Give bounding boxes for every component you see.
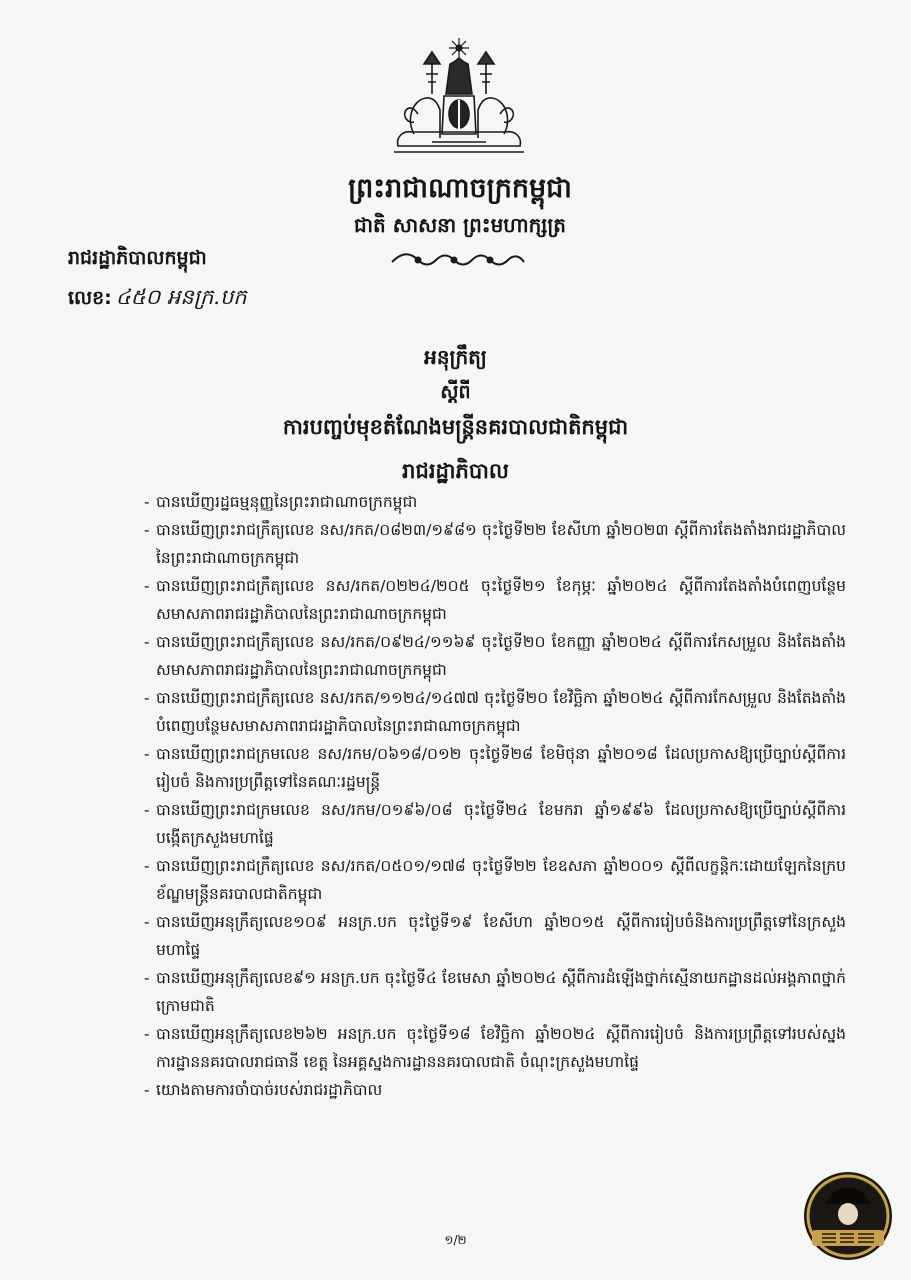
preamble-clause: [144, 852, 846, 908]
clause-text: បានឃើញព្រះរាជក្រឹត្យលេខ នស/រកត/១១២៤/១៤៧៧ ចុះថ្ងៃទី២០ ខែវិច្ឆិកា ឆ្នាំ២០២៤ ស្តីពីការកែសម្រួល និងតែងតាំងបំពេញបន្ថែមសមាសភាពរាជរដ្ឋាភិបាលនៃព្រះរាជាណាចក្រកម្ពុជា: [156, 689, 846, 735]
clause-text: បានឃើញរដ្ឋធម្មនុញ្ញនៃព្រះរាជាណាចក្រកម្ពុជា: [156, 493, 418, 511]
clause-text: បានឃើញព្រះរាជក្រមលេខ នស/រកម/០១៩៦/០៨ ចុះថ្ងៃទី២៤ ខែមករា ឆ្នាំ១៩៩៦ ដែលប្រកាសឱ្យប្រើច្បាប់ស្តីពីការបង្កើតក្រសួងមហាផ្ទៃ: [156, 801, 846, 847]
clause-text: បានឃើញព្រះរាជក្រឹត្យលេខ នស/រកត/០៨២៣/១៩៨១ ចុះថ្ងៃទី២២ ខែសីហា ឆ្នាំ២០២៣ ស្តីពីការតែងតាំងរាជរដ្ឋាភិបាលនៃព្រះរាជាណាចក្រកម្ពុជា: [156, 521, 846, 567]
preamble-clause: [144, 684, 846, 740]
preamble-clause: [144, 572, 846, 628]
clause-dash: -: [144, 1081, 150, 1099]
clause-dash: -: [144, 521, 150, 539]
preamble-clause: [144, 740, 846, 796]
preamble-clause: [144, 516, 846, 572]
clause-dash: -: [144, 857, 150, 875]
watermark-seal-logo: [802, 1170, 894, 1262]
preamble-clause: [144, 796, 846, 852]
preamble-clause: [144, 1020, 846, 1076]
royal-coat-of-arms-emblem: [384, 34, 534, 162]
decree-number: [68, 284, 247, 315]
preamble-clause: [144, 964, 846, 1020]
clause-dash: -: [144, 689, 150, 707]
clause-text: បានឃើញអនុក្រឹត្យលេខ១០៩ អនក្រ.បក ចុះថ្ងៃទី១៩ ខែសីហា ឆ្នាំ២០១៥ ស្តីពីការរៀបចំនិងការប្រព្រឹត្តទៅនៃក្រសួងមហាផ្ទៃ: [156, 913, 846, 959]
clause-dash: -: [144, 633, 150, 651]
clause-dash: -: [144, 801, 150, 819]
preamble-clause: [144, 908, 846, 964]
about-heading: ស្តីពី: [440, 381, 471, 403]
clause-text: បានឃើញព្រះរាជក្រមលេខ នស/រកម/០៦១៨/០១២ ចុះថ្ងៃទី២៨ ខែមិថុនា ឆ្នាំ២០១៨ ដែលប្រកាសឱ្យប្រើច្បាប់ស្តីពីការរៀបចំ និងការប្រព្រឹត្តទៅនៃគណៈរដ្ឋមន្ត្រី: [156, 745, 846, 791]
decree-subject-heading: ការបញ្ចប់មុខតំណែងមន្ត្រីនគរបាលជាតិកម្ពុជា: [282, 415, 629, 439]
clause-text: បានឃើញព្រះរាជក្រឹត្យលេខ នស/រកត/០៥០១/១៧៨ ចុះថ្ងៃទី២២ ខែឧសភា ឆ្នាំ២០០១ ស្តីពីលក្ខន្តិកៈដោយឡែកនៃក្របខ័ណ្ឌមន្ត្រីនគរបាលជាតិកម្ពុជា: [156, 857, 846, 903]
decree-number-label: លេខ:: [68, 287, 112, 309]
clause-dash: -: [144, 969, 150, 987]
clause-text: បានឃើញអនុក្រឹត្យលេខ៩១ អនក្រ.បក ចុះថ្ងៃទី៤ ខែមេសា ឆ្នាំ២០២៤ ស្តីពីការដំឡើងថ្នាក់ស្មើនាយកដ្ឋានដល់អង្គភាពថ្នាក់ក្រោមជាតិ: [156, 969, 846, 1015]
decorative-ornament-icon: [388, 248, 528, 272]
preamble-clause-list: [144, 488, 846, 1104]
clause-text: បានឃើញព្រះរាជក្រឹត្យលេខ នស/រកត/០២២៤/២០៥ ចុះថ្ងៃទី២១ ខែកុម្ភៈ ឆ្នាំ២០២៤ ស្តីពីការតែងតាំងបំពេញបន្ថែមសមាសភាពរាជរដ្ឋាភិបាលនៃព្រះរាជាណាចក្រកម្ពុជា: [156, 577, 846, 623]
preamble-clause: [144, 1076, 846, 1104]
preamble-clause: [144, 488, 846, 516]
clause-text: បានឃើញព្រះរាជក្រឹត្យលេខ នស/រកត/០៩២៤/១១៦៩ ចុះថ្ងៃទី២០ ខែកញ្ញា ឆ្នាំ២០២៤ ស្តីពីការកែសម្រួល និងតែងតាំងសមាសភាពរាជរដ្ឋាភិបាលនៃព្រះរាជាណាចក្រកម្ពុជា: [156, 633, 846, 679]
clause-text: យោងតាមការចាំបាច់របស់រាជរដ្ឋាភិបាល: [156, 1081, 383, 1099]
clause-dash: -: [144, 745, 150, 763]
issuing-government: រាជរដ្ឋាភិបាលកម្ពុជា: [68, 247, 207, 269]
document-type-heading: អនុក្រឹត្យ: [424, 345, 487, 369]
clause-dash: -: [144, 577, 150, 595]
national-motto: ជាតិ សាសនា ព្រះមហាក្សត្រ: [354, 213, 566, 237]
kingdom-name: ព្រះរាជាណាចក្រកម្ពុជា: [348, 173, 572, 204]
preamble-clause: [144, 628, 846, 684]
page-number: ១/២: [444, 1233, 467, 1247]
clause-dash: -: [144, 913, 150, 931]
clause-dash: -: [144, 1025, 150, 1043]
clause-text: បានឃើញអនុក្រឹត្យលេខ២៦២ អនក្រ.បក ចុះថ្ងៃទី១៨ ខែវិច្ឆិកា ឆ្នាំ២០២៤ ស្តីពីការរៀបចំ និងការប្រព្រឹត្តទៅរបស់ស្នងការដ្ឋាននគរបាលរាជធានី ខេត្ត នៃអគ្គស្នងការដ្ឋាននគរបាលជាតិ ចំណុះក្រសួងមហាផ្ទៃ: [156, 1025, 846, 1071]
clause-dash: -: [144, 493, 150, 511]
decree-number-value: ៤៥០ អនក្រ.បក: [115, 285, 247, 309]
issuer-heading: រាជរដ្ឋាភិបាល: [402, 459, 509, 483]
